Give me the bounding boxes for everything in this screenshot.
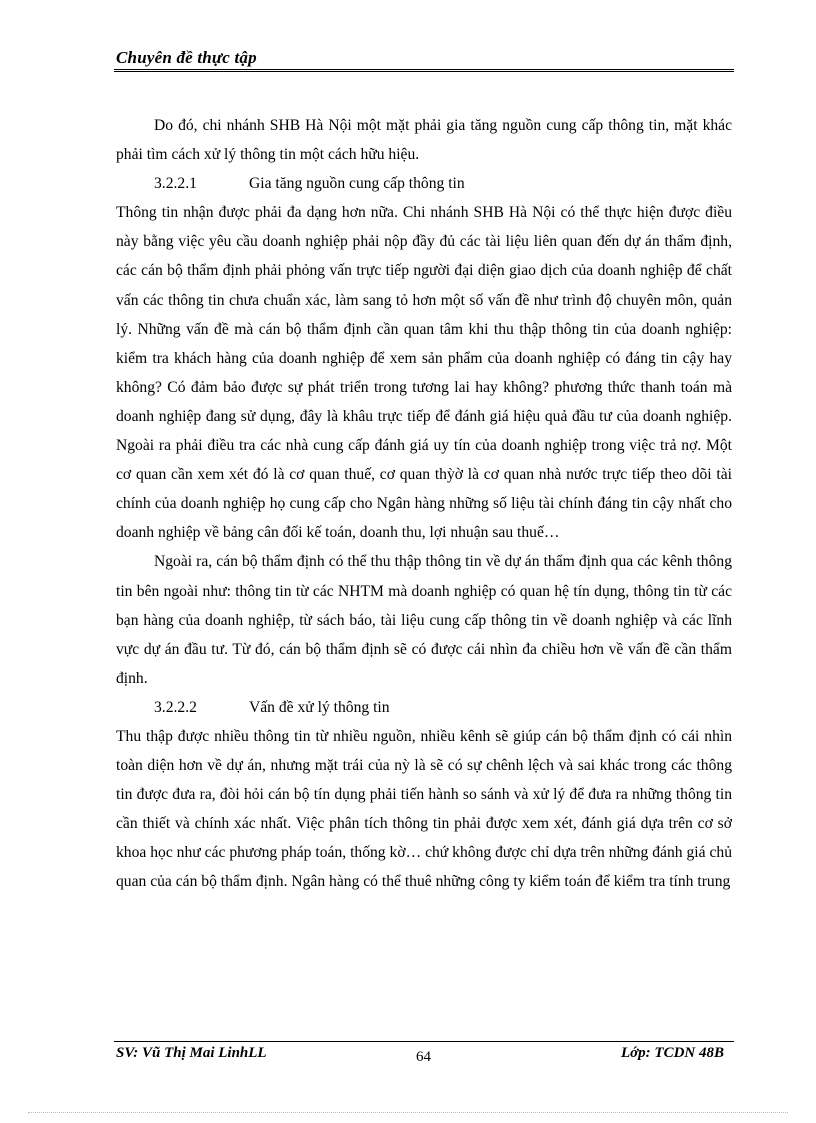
section-title: Vấn đề xử lý thông tin bbox=[249, 698, 390, 716]
footer-student-name: SV: Vũ Thị Mai LinhLL bbox=[116, 1045, 267, 1061]
document-body bbox=[116, 111, 732, 897]
page-bottom-border bbox=[28, 1112, 788, 1113]
footer-divider bbox=[114, 1041, 734, 1042]
header-divider bbox=[114, 69, 734, 72]
section-heading-3-2-2-2 bbox=[116, 693, 732, 722]
paragraph-external-channels: Ngoài ra, cán bộ thẩm định có thể thu thập thông tin về dự án thẩm định qua các kênh thông tin bên ngoài như: thông tin từ các NHTM mà doanh nghiệp có quan hệ tín dụng, thông tin từ các bạn hàng của doanh nghiệp, từ sách báo, tài liệu cung cấp thông tin về doanh nghiệp và các lĩnh vực dự án đầu tư. Từ đó, cán bộ thẩm định sẽ có được cái nhìn đa chiều hơn về vấn đề cần thẩm định. bbox=[116, 553, 732, 687]
footer-class: Lớp: TCDN 48B bbox=[620, 1045, 724, 1061]
page-header-title: Chuyên đề thực tập bbox=[116, 48, 257, 67]
paragraph-info-processing: Thu thập được nhiều thông tin từ nhiều nguồn, nhiều kênh sẽ giúp cán bộ thẩm định có cái nhìn toàn diện hơn về dự án, nhưng mặt trái của nỳ là sẽ có sự chênh lệch và sai khác trong các thông tin được đưa ra, đòi hỏi cán bộ tín dụng phải tiến hành so sánh và xử lý để đưa ra những thông tin cần thiết và chính xác nhất. Việc phân tích thông tin phải được xem xét, đánh giá dựa trên cơ sở khoa học như các phương pháp toán, thống kờ… chứ không được chỉ dựa trên những đánh giá chủ quan của cán bộ thẩm định. Ngân hàng có thể thuê những công ty kiểm toán để kiểm tra tính trung bbox=[116, 727, 732, 891]
page-number: 64 bbox=[416, 1049, 431, 1065]
paragraph-intro: Do đó, chi nhánh SHB Hà Nội một mặt phải gia tăng nguồn cung cấp thông tin, mặt khác phải tìm cách xử lý thông tin một cách hữu hiệu. bbox=[116, 117, 732, 164]
section-title: Gia tăng nguồn cung cấp thông tin bbox=[249, 175, 465, 193]
paragraph-info-sources: Thông tin nhận được phải đa dạng hơn nữa. Chi nhánh SHB Hà Nội có thể thực hiện được điều này bằng việc yêu cầu doanh nghiệp phải nộp đầy đủ các tài liệu liên quan đến dự án thẩm định, các cán bộ thẩm định phải phỏng vấn trực tiếp người đại diện giao dịch của doanh nghiệp để chất vấn các thông tin chưa chuẩn xác, làm sang tỏ hơn một số vấn đề như trình độ chuyên môn, quản lý. Những vấn đề mà cán bộ thẩm định cần quan tâm khi thu thập thông tin của doanh nghiệp: kiểm tra khách hàng của doanh nghiệp để xem sản phẩm của doanh nghiệp có đáng tin cậy hay không? Có đảm bảo được sự phát triển trong tương lai hay không? phương thức thanh toán mà doanh nghiệp đang sử dụng, đây là khâu trực tiếp để đánh giá hiệu quả đầu tư của doanh nghiệp. Ngoài ra phải điều tra các nhà cung cấp đánh giá uy tín của doanh nghiệp trong việc trả nợ. Một cơ quan cần xem xét đó là cơ quan thuế, cơ quan thỳờ là cơ quan nhà nước trực tiếp theo dõi tài chính của doanh nghiệp họ cung cấp cho Ngân hàng những số liệu tài chính đáng tin cậy nhất cho doanh nghiệp về bảng cân đối kế toán, doanh thu, lợi nhuận sau thuế… bbox=[116, 204, 732, 542]
section-number: 3.2.2.2 bbox=[154, 698, 197, 716]
section-number: 3.2.2.1 bbox=[154, 175, 197, 193]
section-heading-3-2-2-1 bbox=[116, 169, 732, 198]
